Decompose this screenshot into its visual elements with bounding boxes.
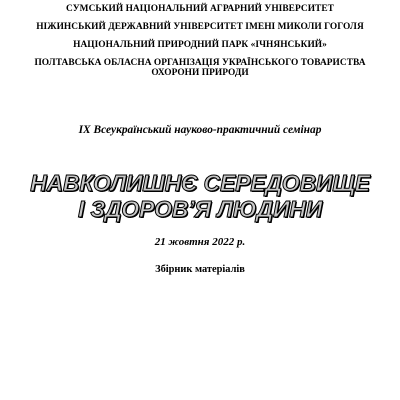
main-title-line-1: НАВКОЛИШНЄ СЕРЕДОВИЩЕ <box>30 170 370 196</box>
event-date: 21 жовтня 2022 р. <box>154 236 246 248</box>
main-title-line-2: І ЗДОРОВ’Я ЛЮДИНИ <box>77 196 323 222</box>
publication-type: Збірник матеріалів <box>155 264 245 275</box>
organization-sumy-agrarian-university: СУМСЬКИЙ НАЦІОНАЛЬНИЙ АГРАРНИЙ УНІВЕРСИТЕТ <box>66 4 334 14</box>
organization-national-park: НАЦІОНАЛЬНИЙ ПРИРОДНИЙ ПАРК «ІЧНЯНСЬКИЙ» <box>73 40 327 50</box>
organization-poltava-society-line-1: ПОЛТАВСЬКА ОБЛАСНА ОРГАНІЗАЦІЯ УКРАЇНСЬКОГО ТОВАРИСТВА <box>34 58 366 68</box>
organization-poltava-society-line-2: ОХОРОНИ ПРИРОДИ <box>151 68 249 78</box>
organization-nizhyn-university: НІЖИНСЬКИЙ ДЕРЖАВНИЙ УНІВЕРСИТЕТ ІМЕНІ МИКОЛИ ГОГОЛЯ <box>36 22 364 32</box>
seminar-subtitle: ІХ Всеукраїнський науково-практичний семінар <box>78 124 322 136</box>
